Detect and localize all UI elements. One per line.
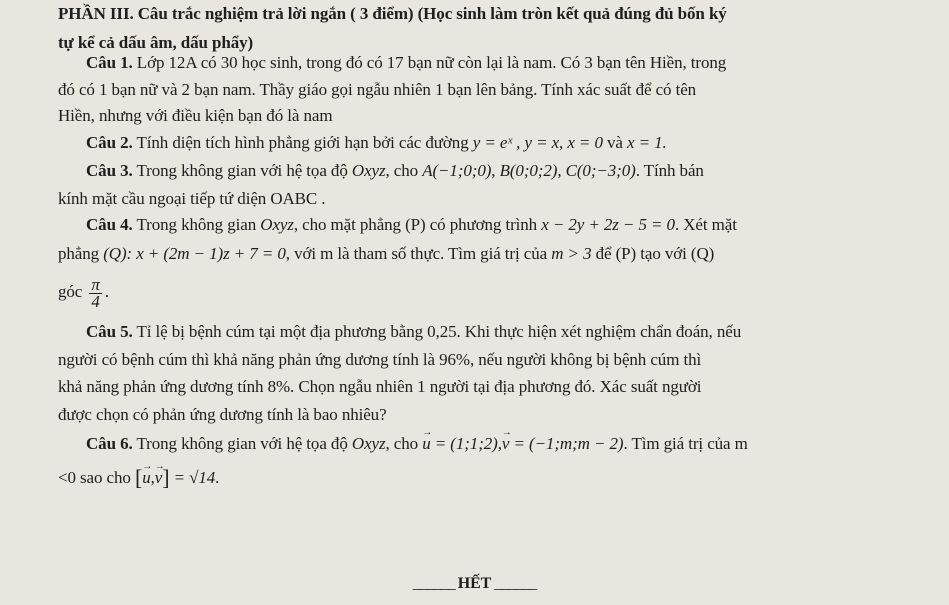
question-4-text-3a: góc bbox=[58, 282, 83, 301]
section-header-cont: tự kể cả dấu âm, dấu phẩy) bbox=[58, 33, 254, 52]
question-4-text-2c: để (P) tạo với (Q) bbox=[595, 244, 715, 263]
question-5-line-1 bbox=[86, 322, 741, 342]
question-4-text-3b: . bbox=[104, 282, 109, 301]
question-6-text-2a: <0 sao cho bbox=[58, 468, 131, 487]
question-6-label: Câu 6. bbox=[86, 434, 133, 453]
pi-over-4-fraction bbox=[89, 274, 101, 311]
question-5-line-2: người có bệnh cúm thì khả năng phản ứng dương tính là 96%, nếu người không bị bệnh cúm thì bbox=[58, 350, 702, 369]
vector-v-value: = (−1;m;m − 2) bbox=[509, 434, 624, 453]
vector-v: → v bbox=[502, 434, 509, 454]
question-6-text-1b: , cho bbox=[385, 434, 419, 453]
question-1-line-2: đó có 1 bạn nữ và 2 bạn nam. Thầy giáo gọi ngẫu nhiên 1 bạn lên bảng. Tính xác suất để có tên bbox=[58, 80, 697, 99]
question-6-text-1c: . Tìm giá trị của m bbox=[623, 434, 748, 453]
question-3-line-1 bbox=[86, 161, 704, 181]
question-4-text-2a: phẳng bbox=[58, 244, 100, 263]
question-4-line-3 bbox=[58, 274, 109, 310]
question-5-text-1: Tỉ lệ bị bệnh cúm tại một địa phương bằng 0,25. Khi thực hiện xét nghiệm chẩn đoán, nếu bbox=[136, 322, 742, 341]
question-4-text-1a: Trong không gian bbox=[136, 215, 257, 234]
vector-u-value: = (1;1;2), bbox=[430, 434, 502, 453]
question-5-label: Câu 5. bbox=[86, 322, 133, 341]
question-2-text: Tính diện tích hình phẳng giới hạn bởi các đường bbox=[136, 133, 469, 152]
question-3-text-1a: Trong không gian với hệ tọa độ bbox=[136, 161, 348, 180]
question-3-text-1b: , cho bbox=[385, 161, 419, 180]
end-marker: ______ HẾT ______ bbox=[412, 575, 537, 592]
question-3-text-1c: . Tính bán bbox=[635, 161, 704, 180]
fraction-numerator: π bbox=[91, 274, 100, 294]
question-3-line-2: kính mặt cầu ngoại tiếp tứ diện OABC . bbox=[58, 189, 326, 208]
question-1-line-3: Hiền, nhưng với điều kiện bạn đó là nam bbox=[58, 106, 333, 125]
question-1-label: Câu 1. bbox=[86, 53, 133, 72]
question-6-line-2 bbox=[58, 465, 220, 490]
question-1-text-1: Lớp 12A có 30 học sinh, trong đó có 17 bạn nữ còn lại là nam. Có 3 bạn tên Hiền, trong bbox=[136, 53, 727, 72]
cross-product-value: = √14 bbox=[169, 468, 216, 487]
question-3-label: Câu 3. bbox=[86, 161, 133, 180]
cross-product-open-bracket: [ bbox=[134, 465, 143, 490]
section-header: PHẦN III. Câu trắc nghiệm trả lời ngắn ( 3 điểm) (Học sinh làm tròn kết quả đúng đủ bốn ký bbox=[58, 4, 727, 23]
cross-product-close-bracket: ] bbox=[162, 465, 170, 490]
question-2-label: Câu 2. bbox=[86, 133, 133, 152]
question-4-text-2b: , với m là tham số thực. Tìm giá trị của bbox=[285, 244, 548, 263]
question-4-line-1 bbox=[86, 215, 737, 235]
question-6-text-1a: Trong không gian với hệ tọa độ bbox=[136, 434, 348, 453]
question-6-oxyz: Oxyz bbox=[351, 434, 386, 453]
fraction-denominator: 4 bbox=[91, 291, 100, 311]
question-1-line-1 bbox=[86, 53, 726, 73]
question-4-label: Câu 4. bbox=[86, 215, 133, 234]
question-2-line-1 bbox=[86, 133, 667, 153]
question-2-and: và bbox=[607, 133, 623, 152]
question-4-eq-q: (Q): x + (2m − 1)z + 7 = 0 bbox=[103, 244, 286, 263]
question-6-text-2b: . bbox=[215, 468, 220, 487]
question-4-line-2 bbox=[58, 244, 714, 264]
question-4-oxyz: Oxyz bbox=[260, 215, 294, 234]
question-5-line-4: được chọn có phản ứng dương tính là bao nhiêu? bbox=[58, 405, 387, 424]
question-3-oxyz: Oxyz bbox=[351, 161, 386, 180]
vector-u: → u bbox=[422, 434, 430, 454]
question-4-condition: m > 3 bbox=[551, 244, 592, 263]
cross-product-comma: , bbox=[150, 468, 155, 487]
question-4-eq-p: x − 2y + 2z − 5 = 0 bbox=[541, 215, 675, 234]
question-5-line-3: khả năng phản ứng dương tính 8%. Chọn ngẫu nhiên 1 người tại địa phương đó. Xác suất người bbox=[58, 377, 702, 396]
question-2-math: y = eˣ , y = x, x = 0 bbox=[472, 133, 603, 152]
question-2-math-2: x = 1. bbox=[627, 133, 667, 152]
question-6-line-1 bbox=[86, 434, 748, 454]
cross-vector-u: → u bbox=[142, 468, 150, 488]
end-label: HẾT bbox=[457, 575, 492, 592]
question-3-points: A(−1;0;0), B(0;0;2), C(0;−3;0) bbox=[422, 161, 636, 180]
cross-vector-v: → v bbox=[155, 468, 162, 488]
question-4-text-1c: . Xét mặt bbox=[674, 215, 737, 234]
question-4-text-1b: , cho mặt phẳng (P) có phương trình bbox=[293, 215, 538, 234]
